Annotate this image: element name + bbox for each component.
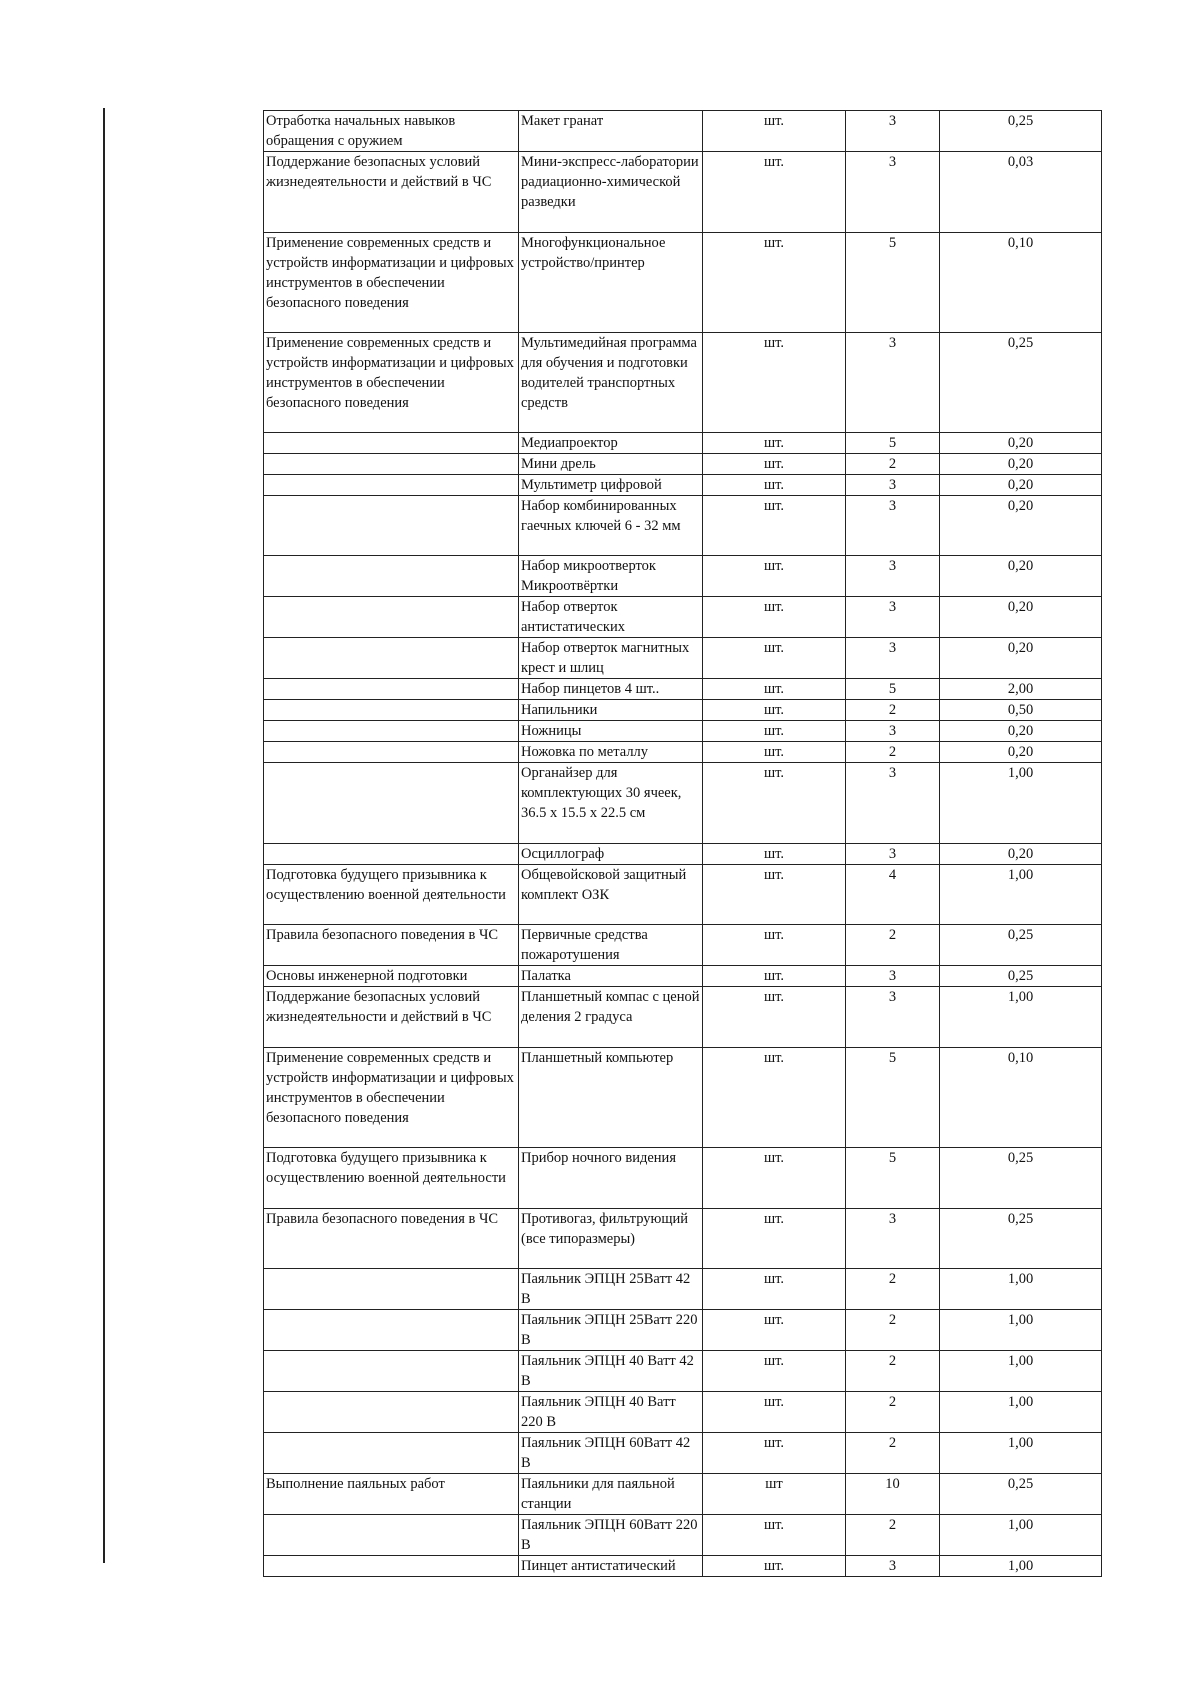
unit-cell: шт. — [703, 966, 846, 987]
qty-cell: 5 — [846, 433, 940, 454]
section-cell — [264, 700, 519, 721]
rate-cell: 1,00 — [940, 763, 1102, 844]
table-row — [264, 333, 1102, 433]
unit-cell: шт. — [703, 1392, 846, 1433]
table-row — [264, 763, 1102, 844]
rate-cell: 2,00 — [940, 679, 1102, 700]
section-cell: Правила безопасного поведения в ЧС — [264, 925, 519, 966]
table-row — [264, 233, 1102, 333]
unit-cell: шт. — [703, 1209, 846, 1269]
table-row — [264, 1269, 1102, 1310]
qty-cell: 2 — [846, 1351, 940, 1392]
table-row — [264, 454, 1102, 475]
item-cell: Паяльник ЭПЦН 40 Ватт 42 В — [519, 1351, 703, 1392]
qty-cell: 3 — [846, 763, 940, 844]
rate-cell: 0,10 — [940, 1048, 1102, 1148]
rate-cell: 0,25 — [940, 1474, 1102, 1515]
qty-cell: 10 — [846, 1474, 940, 1515]
unit-cell: шт. — [703, 700, 846, 721]
rate-cell: 0,20 — [940, 742, 1102, 763]
table-row — [264, 1392, 1102, 1433]
rate-cell: 0,20 — [940, 496, 1102, 556]
qty-cell: 2 — [846, 1433, 940, 1474]
rate-cell: 1,00 — [940, 1556, 1102, 1577]
table-row — [264, 475, 1102, 496]
rate-cell: 1,00 — [940, 865, 1102, 925]
item-cell: Ножницы — [519, 721, 703, 742]
section-cell — [264, 638, 519, 679]
rate-cell: 1,00 — [940, 1433, 1102, 1474]
item-cell: Набор отверток антистатических — [519, 597, 703, 638]
qty-cell: 3 — [846, 1556, 940, 1577]
table-row — [264, 1556, 1102, 1577]
item-cell: Планшетный компьютер — [519, 1048, 703, 1148]
rate-cell: 1,00 — [940, 987, 1102, 1048]
section-cell: Применение современных средств и устройств информатизации и цифровых инструментов в обеспечении безопасного поведения — [264, 1048, 519, 1148]
qty-cell: 3 — [846, 556, 940, 597]
item-cell: Макет гранат — [519, 111, 703, 152]
unit-cell: шт. — [703, 638, 846, 679]
section-cell: Поддержание безопасных условий жизнедеятельности и действий в ЧС — [264, 152, 519, 233]
table-row — [264, 1048, 1102, 1148]
section-cell: Отработка начальных навыков обращения с оружием — [264, 111, 519, 152]
rate-cell: 0,25 — [940, 966, 1102, 987]
unit-cell: шт. — [703, 865, 846, 925]
section-cell — [264, 1433, 519, 1474]
rate-cell: 1,00 — [940, 1269, 1102, 1310]
section-cell — [264, 844, 519, 865]
section-cell: Правила безопасного поведения в ЧС — [264, 1209, 519, 1269]
section-cell — [264, 433, 519, 454]
qty-cell: 3 — [846, 496, 940, 556]
unit-cell: шт. — [703, 925, 846, 966]
rate-cell: 0,25 — [940, 1209, 1102, 1269]
table-row — [264, 1209, 1102, 1269]
table-row — [264, 700, 1102, 721]
unit-cell: шт. — [703, 1269, 846, 1310]
unit-cell: шт. — [703, 475, 846, 496]
table-row — [264, 111, 1102, 152]
item-cell: Палатка — [519, 966, 703, 987]
rate-cell: 0,20 — [940, 844, 1102, 865]
unit-cell: шт. — [703, 987, 846, 1048]
item-cell: Набор пинцетов 4 шт.. — [519, 679, 703, 700]
table-row — [264, 844, 1102, 865]
section-cell — [264, 1310, 519, 1351]
section-cell — [264, 1392, 519, 1433]
item-cell: Мини дрель — [519, 454, 703, 475]
rate-cell: 1,00 — [940, 1515, 1102, 1556]
section-cell — [264, 1351, 519, 1392]
qty-cell: 2 — [846, 1310, 940, 1351]
section-cell: Выполнение паяльных работ — [264, 1474, 519, 1515]
item-cell: Органайзер для комплектующих 30 ячеек, 36.5 x 15.5 x 22.5 см — [519, 763, 703, 844]
qty-cell: 5 — [846, 679, 940, 700]
page-margin-line — [103, 108, 105, 1563]
qty-cell: 3 — [846, 987, 940, 1048]
table-row — [264, 679, 1102, 700]
rate-cell: 0,20 — [940, 721, 1102, 742]
unit-cell: шт. — [703, 454, 846, 475]
qty-cell: 2 — [846, 700, 940, 721]
section-cell — [264, 475, 519, 496]
table-row — [264, 987, 1102, 1048]
item-cell: Осциллограф — [519, 844, 703, 865]
unit-cell: шт. — [703, 597, 846, 638]
qty-cell: 4 — [846, 865, 940, 925]
section-cell — [264, 1556, 519, 1577]
section-cell — [264, 742, 519, 763]
unit-cell: шт. — [703, 1515, 846, 1556]
rate-cell: 0,25 — [940, 333, 1102, 433]
rate-cell: 1,00 — [940, 1351, 1102, 1392]
rate-cell: 0,50 — [940, 700, 1102, 721]
equipment-table — [263, 110, 1102, 1577]
qty-cell: 3 — [846, 597, 940, 638]
item-cell: Ножовка по металлу — [519, 742, 703, 763]
qty-cell: 3 — [846, 475, 940, 496]
unit-cell: шт. — [703, 556, 846, 597]
item-cell: Набор отверток магнитных крест и шлиц — [519, 638, 703, 679]
item-cell: Набор микроотверток Микроотвёртки — [519, 556, 703, 597]
item-cell: Мультиметр цифровой — [519, 475, 703, 496]
item-cell: Медиапроектор — [519, 433, 703, 454]
section-cell — [264, 679, 519, 700]
table-row — [264, 433, 1102, 454]
item-cell: Многофункциональное устройство/принтер — [519, 233, 703, 333]
table-row — [264, 496, 1102, 556]
section-cell: Подготовка будущего призывника к осуществлению военной деятельности — [264, 865, 519, 925]
rate-cell: 1,00 — [940, 1392, 1102, 1433]
rate-cell: 0,20 — [940, 597, 1102, 638]
qty-cell: 2 — [846, 1515, 940, 1556]
unit-cell: шт. — [703, 1556, 846, 1577]
table-row — [264, 1148, 1102, 1209]
unit-cell: шт. — [703, 233, 846, 333]
section-cell: Подготовка будущего призывника к осуществлению военной деятельности — [264, 1148, 519, 1209]
table-row — [264, 1474, 1102, 1515]
qty-cell: 3 — [846, 638, 940, 679]
qty-cell: 3 — [846, 111, 940, 152]
unit-cell: шт. — [703, 496, 846, 556]
unit-cell: шт. — [703, 111, 846, 152]
qty-cell: 3 — [846, 721, 940, 742]
rate-cell: 0,20 — [940, 454, 1102, 475]
table-row — [264, 1433, 1102, 1474]
item-cell: Общевойсковой защитный комплект ОЗК — [519, 865, 703, 925]
rate-cell: 0,25 — [940, 925, 1102, 966]
table-row — [264, 1515, 1102, 1556]
qty-cell: 3 — [846, 1209, 940, 1269]
rate-cell: 0,20 — [940, 475, 1102, 496]
unit-cell: шт. — [703, 742, 846, 763]
table-row — [264, 556, 1102, 597]
section-cell — [264, 763, 519, 844]
item-cell: Паяльник ЭПЦН 25Ватт 220 В — [519, 1310, 703, 1351]
qty-cell: 5 — [846, 233, 940, 333]
section-cell — [264, 597, 519, 638]
section-cell — [264, 1269, 519, 1310]
item-cell: Пинцет антистатический — [519, 1556, 703, 1577]
unit-cell: шт. — [703, 1351, 846, 1392]
rate-cell: 0,25 — [940, 111, 1102, 152]
unit-cell: шт. — [703, 1048, 846, 1148]
item-cell: Паяльник ЭПЦН 40 Ватт 220 В — [519, 1392, 703, 1433]
section-cell: Применение современных средств и устройств информатизации и цифровых инструментов в обеспечении безопасного поведения — [264, 333, 519, 433]
rate-cell: 0,03 — [940, 152, 1102, 233]
section-cell: Применение современных средств и устройств информатизации и цифровых инструментов в обеспечении безопасного поведения — [264, 233, 519, 333]
item-cell: Первичные средства пожаротушения — [519, 925, 703, 966]
section-cell — [264, 556, 519, 597]
qty-cell: 2 — [846, 1392, 940, 1433]
qty-cell: 2 — [846, 925, 940, 966]
item-cell: Паяльник ЭПЦН 25Ватт 42 В — [519, 1269, 703, 1310]
item-cell: Набор комбинированных гаечных ключей 6 - 32 мм — [519, 496, 703, 556]
section-cell — [264, 496, 519, 556]
unit-cell: шт — [703, 1474, 846, 1515]
rate-cell: 0,25 — [940, 1148, 1102, 1209]
item-cell: Планшетный компас с ценой деления 2 градуса — [519, 987, 703, 1048]
qty-cell: 3 — [846, 152, 940, 233]
unit-cell: шт. — [703, 152, 846, 233]
table-row — [264, 742, 1102, 763]
table-row — [264, 597, 1102, 638]
item-cell: Паяльники для паяльной станции — [519, 1474, 703, 1515]
table-row — [264, 925, 1102, 966]
section-cell: Поддержание безопасных условий жизнедеятельности и действий в ЧС — [264, 987, 519, 1048]
item-cell: Паяльник ЭПЦН 60Ватт 220 В — [519, 1515, 703, 1556]
unit-cell: шт. — [703, 679, 846, 700]
section-cell — [264, 454, 519, 475]
section-cell — [264, 721, 519, 742]
unit-cell: шт. — [703, 844, 846, 865]
unit-cell: шт. — [703, 721, 846, 742]
item-cell: Противогаз, фильтрующий (все типоразмеры) — [519, 1209, 703, 1269]
qty-cell: 5 — [846, 1048, 940, 1148]
table-row — [264, 1351, 1102, 1392]
qty-cell: 5 — [846, 1148, 940, 1209]
qty-cell: 2 — [846, 1269, 940, 1310]
unit-cell: шт. — [703, 1310, 846, 1351]
unit-cell: шт. — [703, 763, 846, 844]
item-cell: Мини-экспресс-лаборатории радиационно-химической разведки — [519, 152, 703, 233]
rate-cell: 0,20 — [940, 556, 1102, 597]
section-cell: Основы инженерной подготовки — [264, 966, 519, 987]
item-cell: Прибор ночного видения — [519, 1148, 703, 1209]
unit-cell: шт. — [703, 1148, 846, 1209]
table-row — [264, 721, 1102, 742]
table-row — [264, 152, 1102, 233]
rate-cell: 1,00 — [940, 1310, 1102, 1351]
qty-cell: 3 — [846, 333, 940, 433]
rate-cell: 0,20 — [940, 638, 1102, 679]
item-cell: Мультимедийная программа для обучения и подготовки водителей транспортных средств — [519, 333, 703, 433]
table-row — [264, 966, 1102, 987]
rate-cell: 0,10 — [940, 233, 1102, 333]
item-cell: Паяльник ЭПЦН 60Ватт 42 В — [519, 1433, 703, 1474]
qty-cell: 2 — [846, 742, 940, 763]
qty-cell: 2 — [846, 454, 940, 475]
qty-cell: 3 — [846, 844, 940, 865]
qty-cell: 3 — [846, 966, 940, 987]
table-row — [264, 865, 1102, 925]
section-cell — [264, 1515, 519, 1556]
unit-cell: шт. — [703, 333, 846, 433]
rate-cell: 0,20 — [940, 433, 1102, 454]
unit-cell: шт. — [703, 433, 846, 454]
unit-cell: шт. — [703, 1433, 846, 1474]
table-row — [264, 638, 1102, 679]
table-row — [264, 1310, 1102, 1351]
item-cell: Напильники — [519, 700, 703, 721]
